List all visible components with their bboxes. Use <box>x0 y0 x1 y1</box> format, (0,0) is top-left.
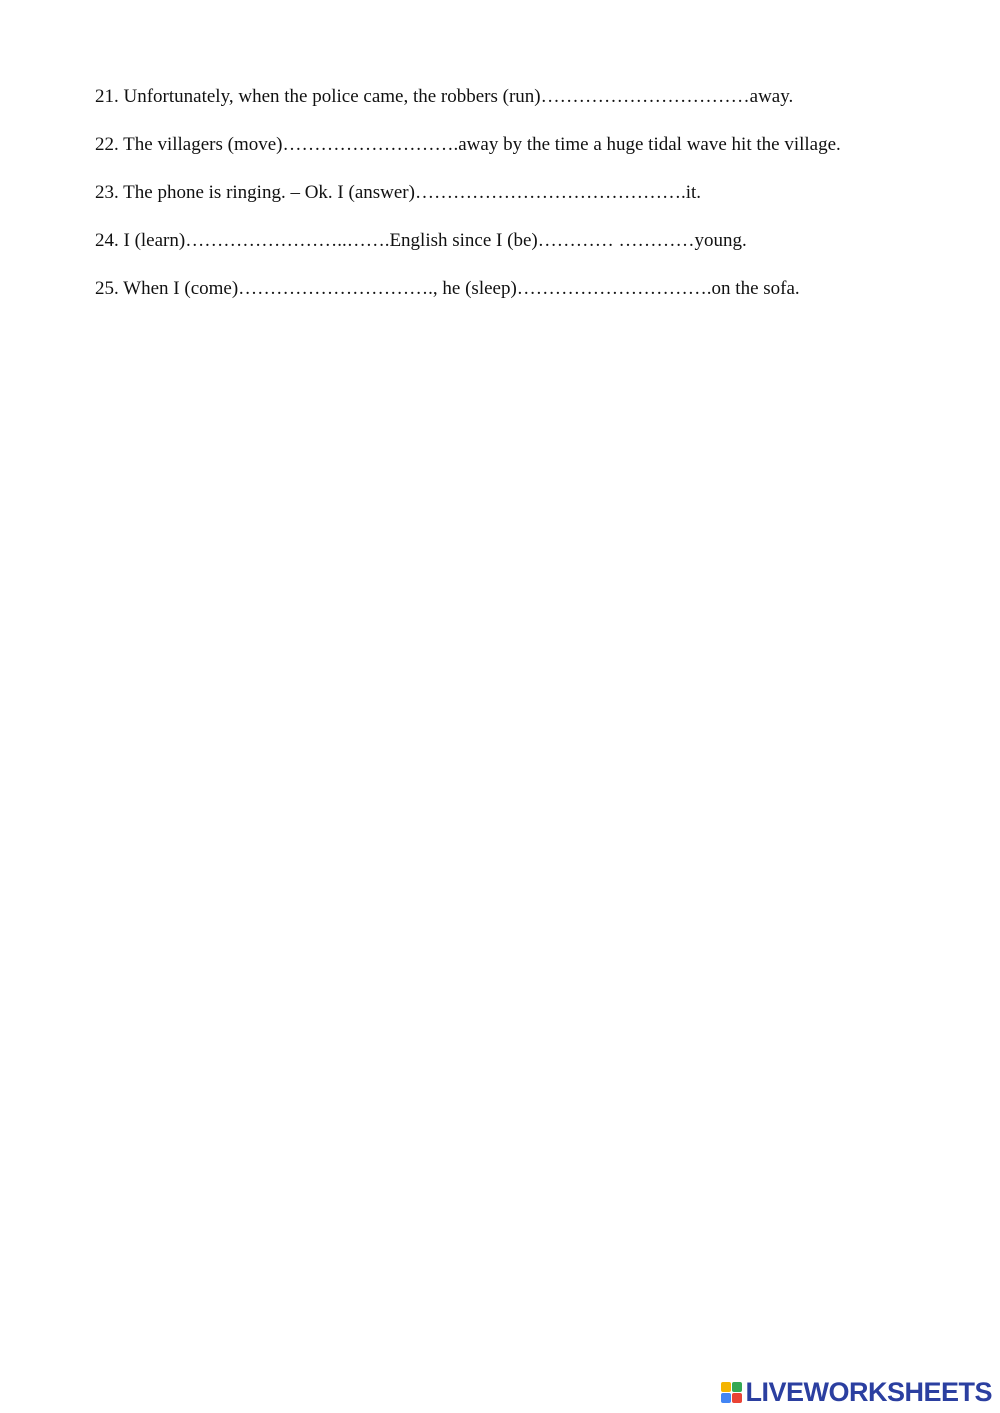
exercise-23 <box>95 174 915 212</box>
exercise-number: 22. <box>95 134 119 155</box>
exercise-number: 21. <box>95 86 119 107</box>
exercise-text: The phone is ringing. – Ok. I (answer)…………………………………….it. <box>123 182 702 203</box>
logo-square <box>732 1382 742 1392</box>
worksheet-exercises <box>95 78 915 318</box>
exercise-21 <box>95 78 915 116</box>
logo-square <box>721 1382 731 1392</box>
exercise-number: 23. <box>95 182 119 203</box>
exercise-number: 25. <box>95 278 119 299</box>
exercise-text: When I (come)…………………………., he (sleep)………………………….on the sofa. <box>123 278 800 299</box>
exercise-number: 24. <box>95 230 119 251</box>
exercise-25 <box>95 270 915 308</box>
logo-square <box>732 1393 742 1403</box>
exercise-text: The villagers (move)……………………….away by the time a huge tidal wave hit the village. <box>123 134 841 155</box>
liveworksheets-logo-icon <box>721 1382 742 1403</box>
exercise-text: Unfortunately, when the police came, the robbers (run)……………………………away. <box>123 86 794 107</box>
exercise-24 <box>95 222 915 260</box>
liveworksheets-logo <box>721 1377 992 1407</box>
brand-name: LIVEWORKSHEETS <box>745 1376 992 1407</box>
logo-square <box>721 1393 731 1403</box>
exercise-text: I (learn)……………………..…….English since I (be)………… …………young. <box>123 230 747 251</box>
exercise-22 <box>95 126 915 164</box>
